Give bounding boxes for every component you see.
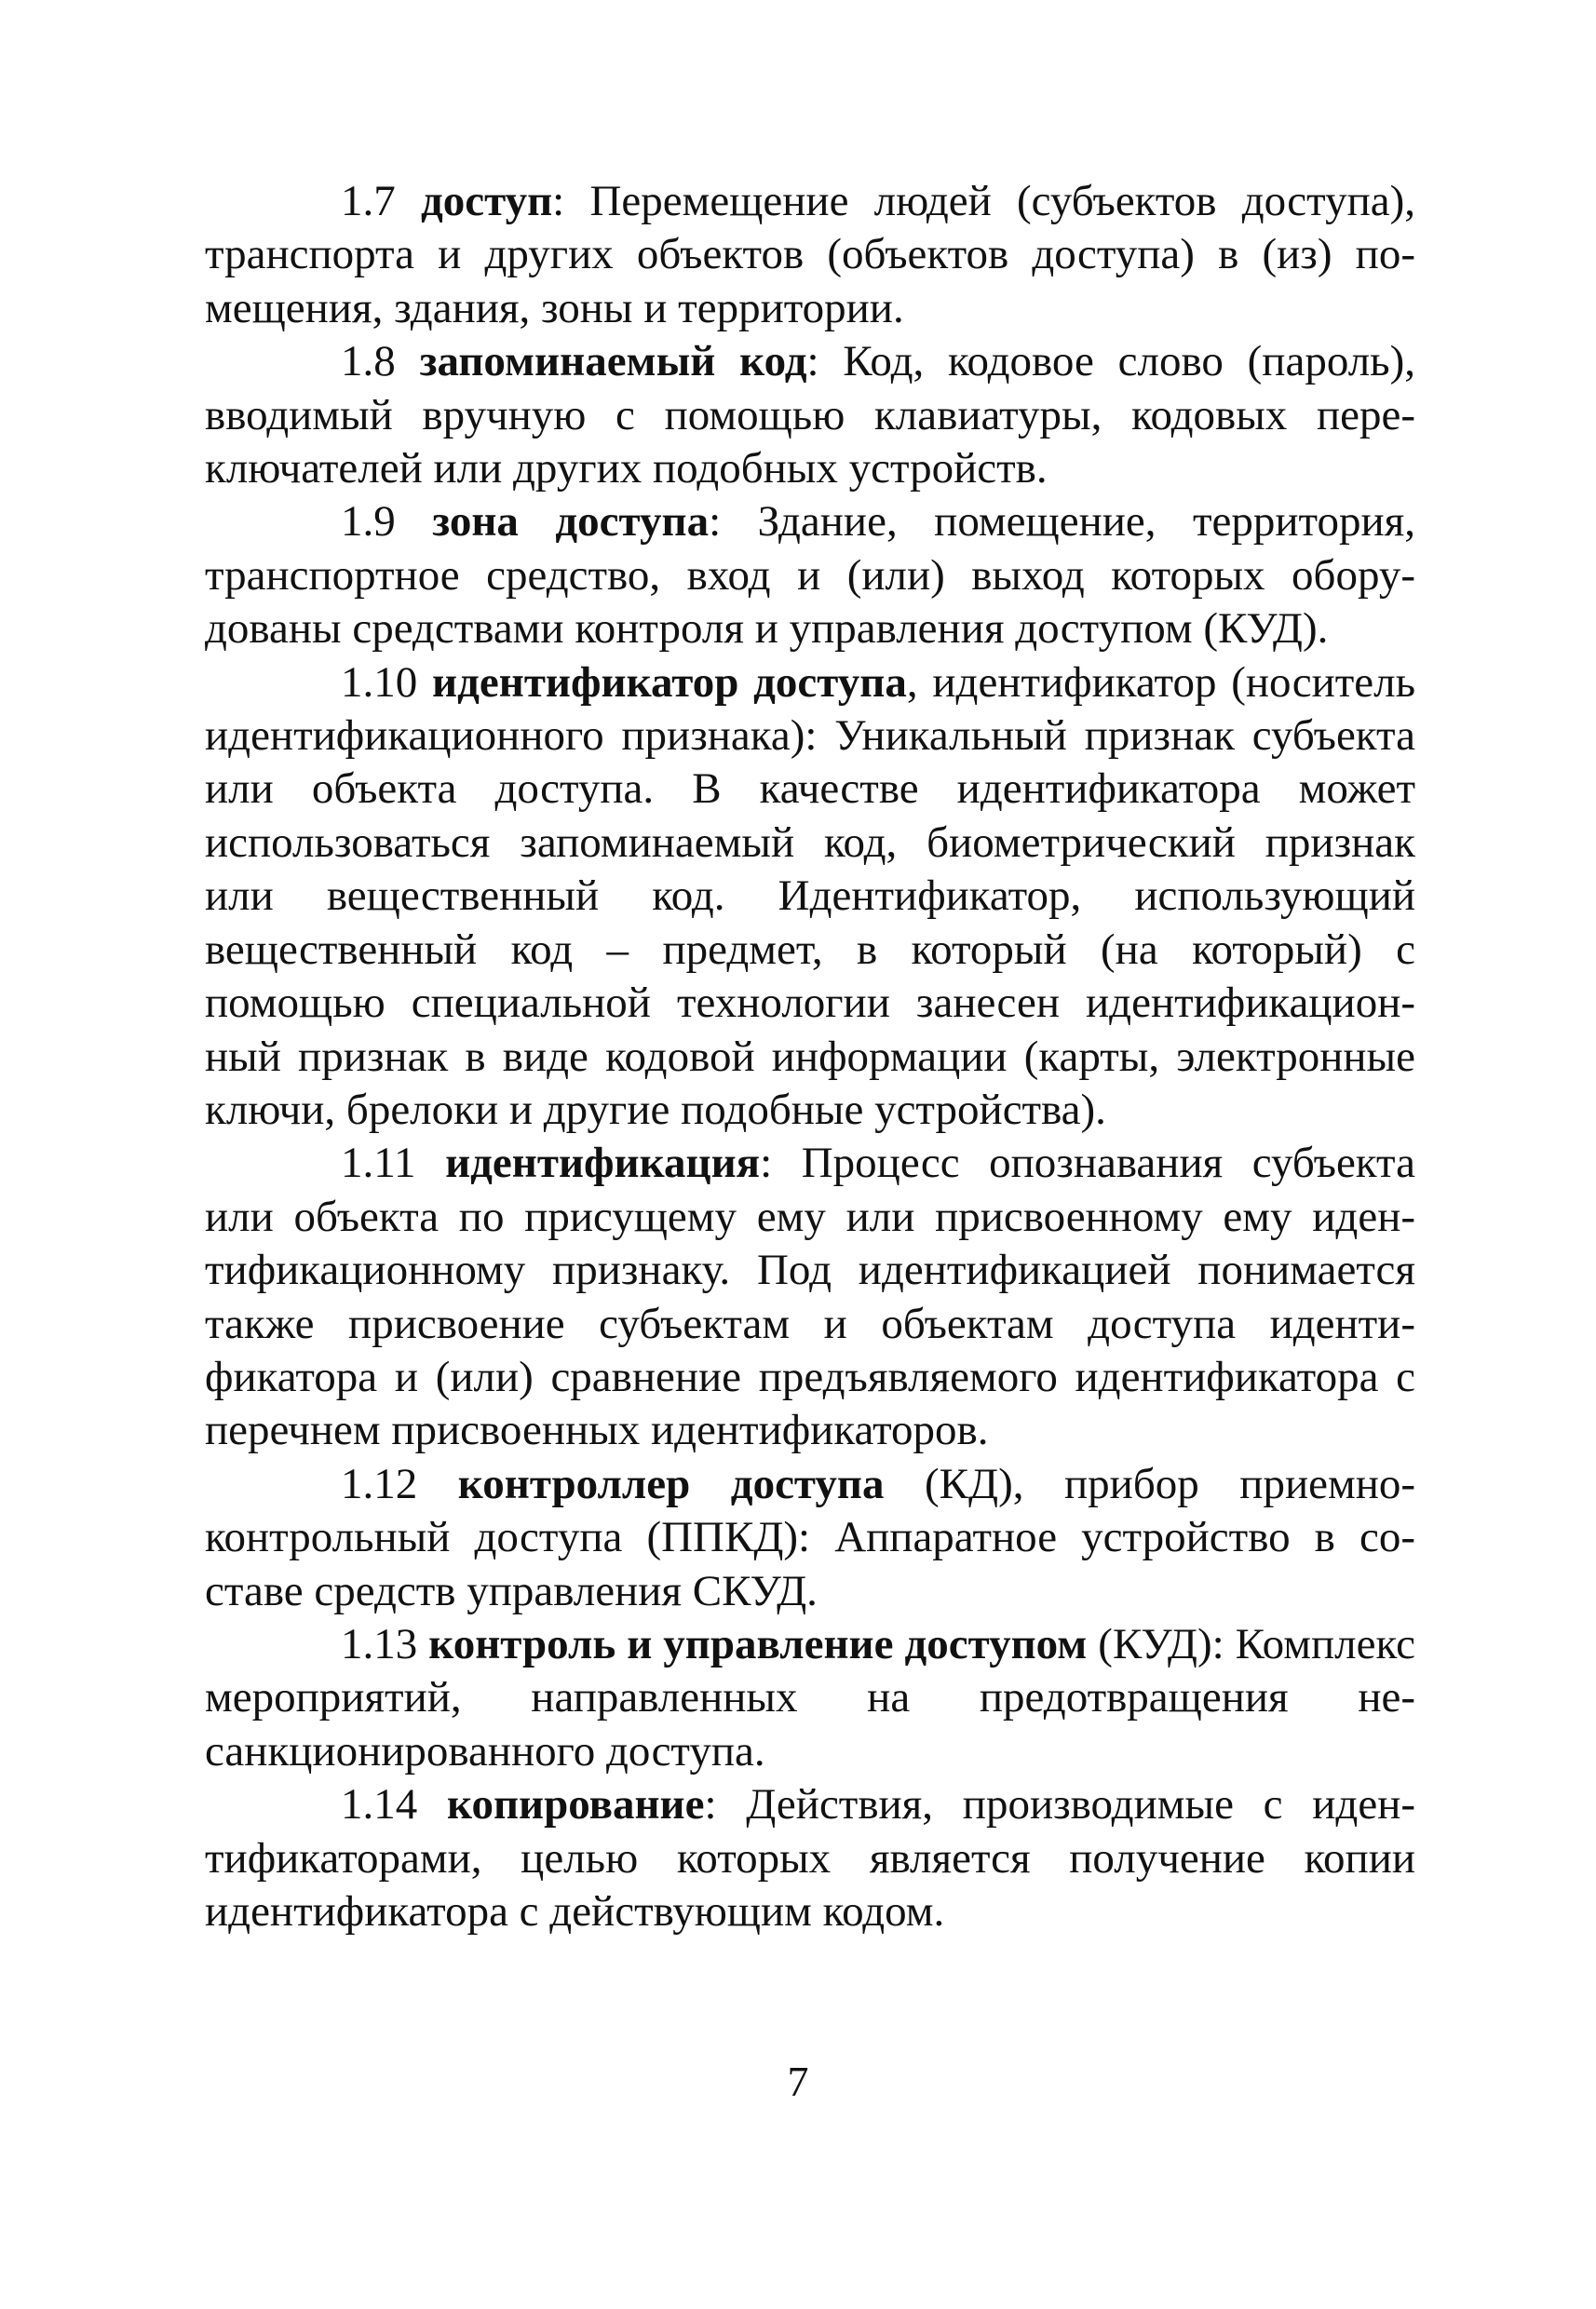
- definition-body: (КД), прибор приемно-контрольный доступа (ППКД): Аппаратное устройство в составе средств управления СКУД.: [205, 1459, 1415, 1615]
- definition-term: контроллер доступа: [457, 1459, 885, 1508]
- definitions-text: [205, 175, 1415, 1938]
- definition-number: 1.13: [341, 1619, 418, 1668]
- definition-number: 1.7: [341, 177, 396, 225]
- definition-body: , идентификатор (носитель идентификационного признака): Уникальный признак субъекта или объекта доступа. В качестве идентификатора может использоваться запоминаемый код, биометрический признак или вещественный код. Идентификатор, использующий вещественный код – предмет, в который (на который) с помощью специальной технологии занесен идентификационный признак в виде кодовой информации (карты, электронные ключи, брелоки и другие подобные устройства).: [205, 657, 1416, 1134]
- definition-number: 1.11: [341, 1139, 416, 1188]
- definition-term: доступ: [420, 177, 553, 225]
- definition-term: идентификация: [445, 1139, 761, 1188]
- definition-term: идентификатор доступа: [432, 657, 907, 707]
- definition-number: 1.12: [341, 1459, 418, 1508]
- definition-paragraph: [205, 656, 1415, 1138]
- definition-paragraph: [205, 175, 1415, 335]
- definition-paragraph: [205, 1458, 1415, 1618]
- definition-body: : Код, кодовое слово (пароль), вводимый вручную с помощью клавиатуры, кодовых переключателей или других подобных устройств.: [205, 337, 1415, 493]
- definition-paragraph: [205, 495, 1415, 655]
- definition-paragraph: [205, 335, 1415, 495]
- definition-number: 1.8: [341, 337, 396, 386]
- definition-term: контроль и управление доступом: [428, 1619, 1088, 1668]
- definition-body: (КУД): Комплекс мероприятий, направленных на предотвращения несанкционированного доступа.: [205, 1619, 1416, 1776]
- definition-number: 1.14: [341, 1780, 418, 1830]
- definition-paragraph: [205, 1137, 1415, 1457]
- definition-paragraph: [205, 1778, 1415, 1938]
- definition-body: : Процесс опознавания субъекта или объекта по присущему ему или присвоенному ему идентификационному признаку. Под идентификацией понимается также присвоение субъектам и объектам доступа идентификатора и (или) сравнение предъявляемого идентификатора с перечнем присвоенных идентификаторов.: [205, 1139, 1415, 1455]
- definition-number: 1.9: [341, 497, 396, 547]
- definition-number: 1.10: [341, 657, 418, 707]
- definition-body: : Перемещение людей (субъектов доступа), транспорта и других объектов (объектов доступа) в (из) помещения, здания, зоны и территории.: [205, 177, 1416, 332]
- page-number: 7: [787, 2058, 809, 2105]
- definition-term: запоминаемый код: [419, 337, 807, 386]
- definition-paragraph: [205, 1618, 1415, 1778]
- definition-body: : Здание, помещение, территория, транспортное средство, вход и (или) выход которых оборудованы средствами контроля и управления доступом (КУД).: [205, 497, 1415, 654]
- definition-term: зона доступа: [432, 497, 710, 547]
- definition-body: : Действия, производимые с идентификаторами, целью которых является получение копии идентификатора с действующим кодом.: [205, 1780, 1415, 1936]
- definition-term: копирование: [447, 1780, 705, 1830]
